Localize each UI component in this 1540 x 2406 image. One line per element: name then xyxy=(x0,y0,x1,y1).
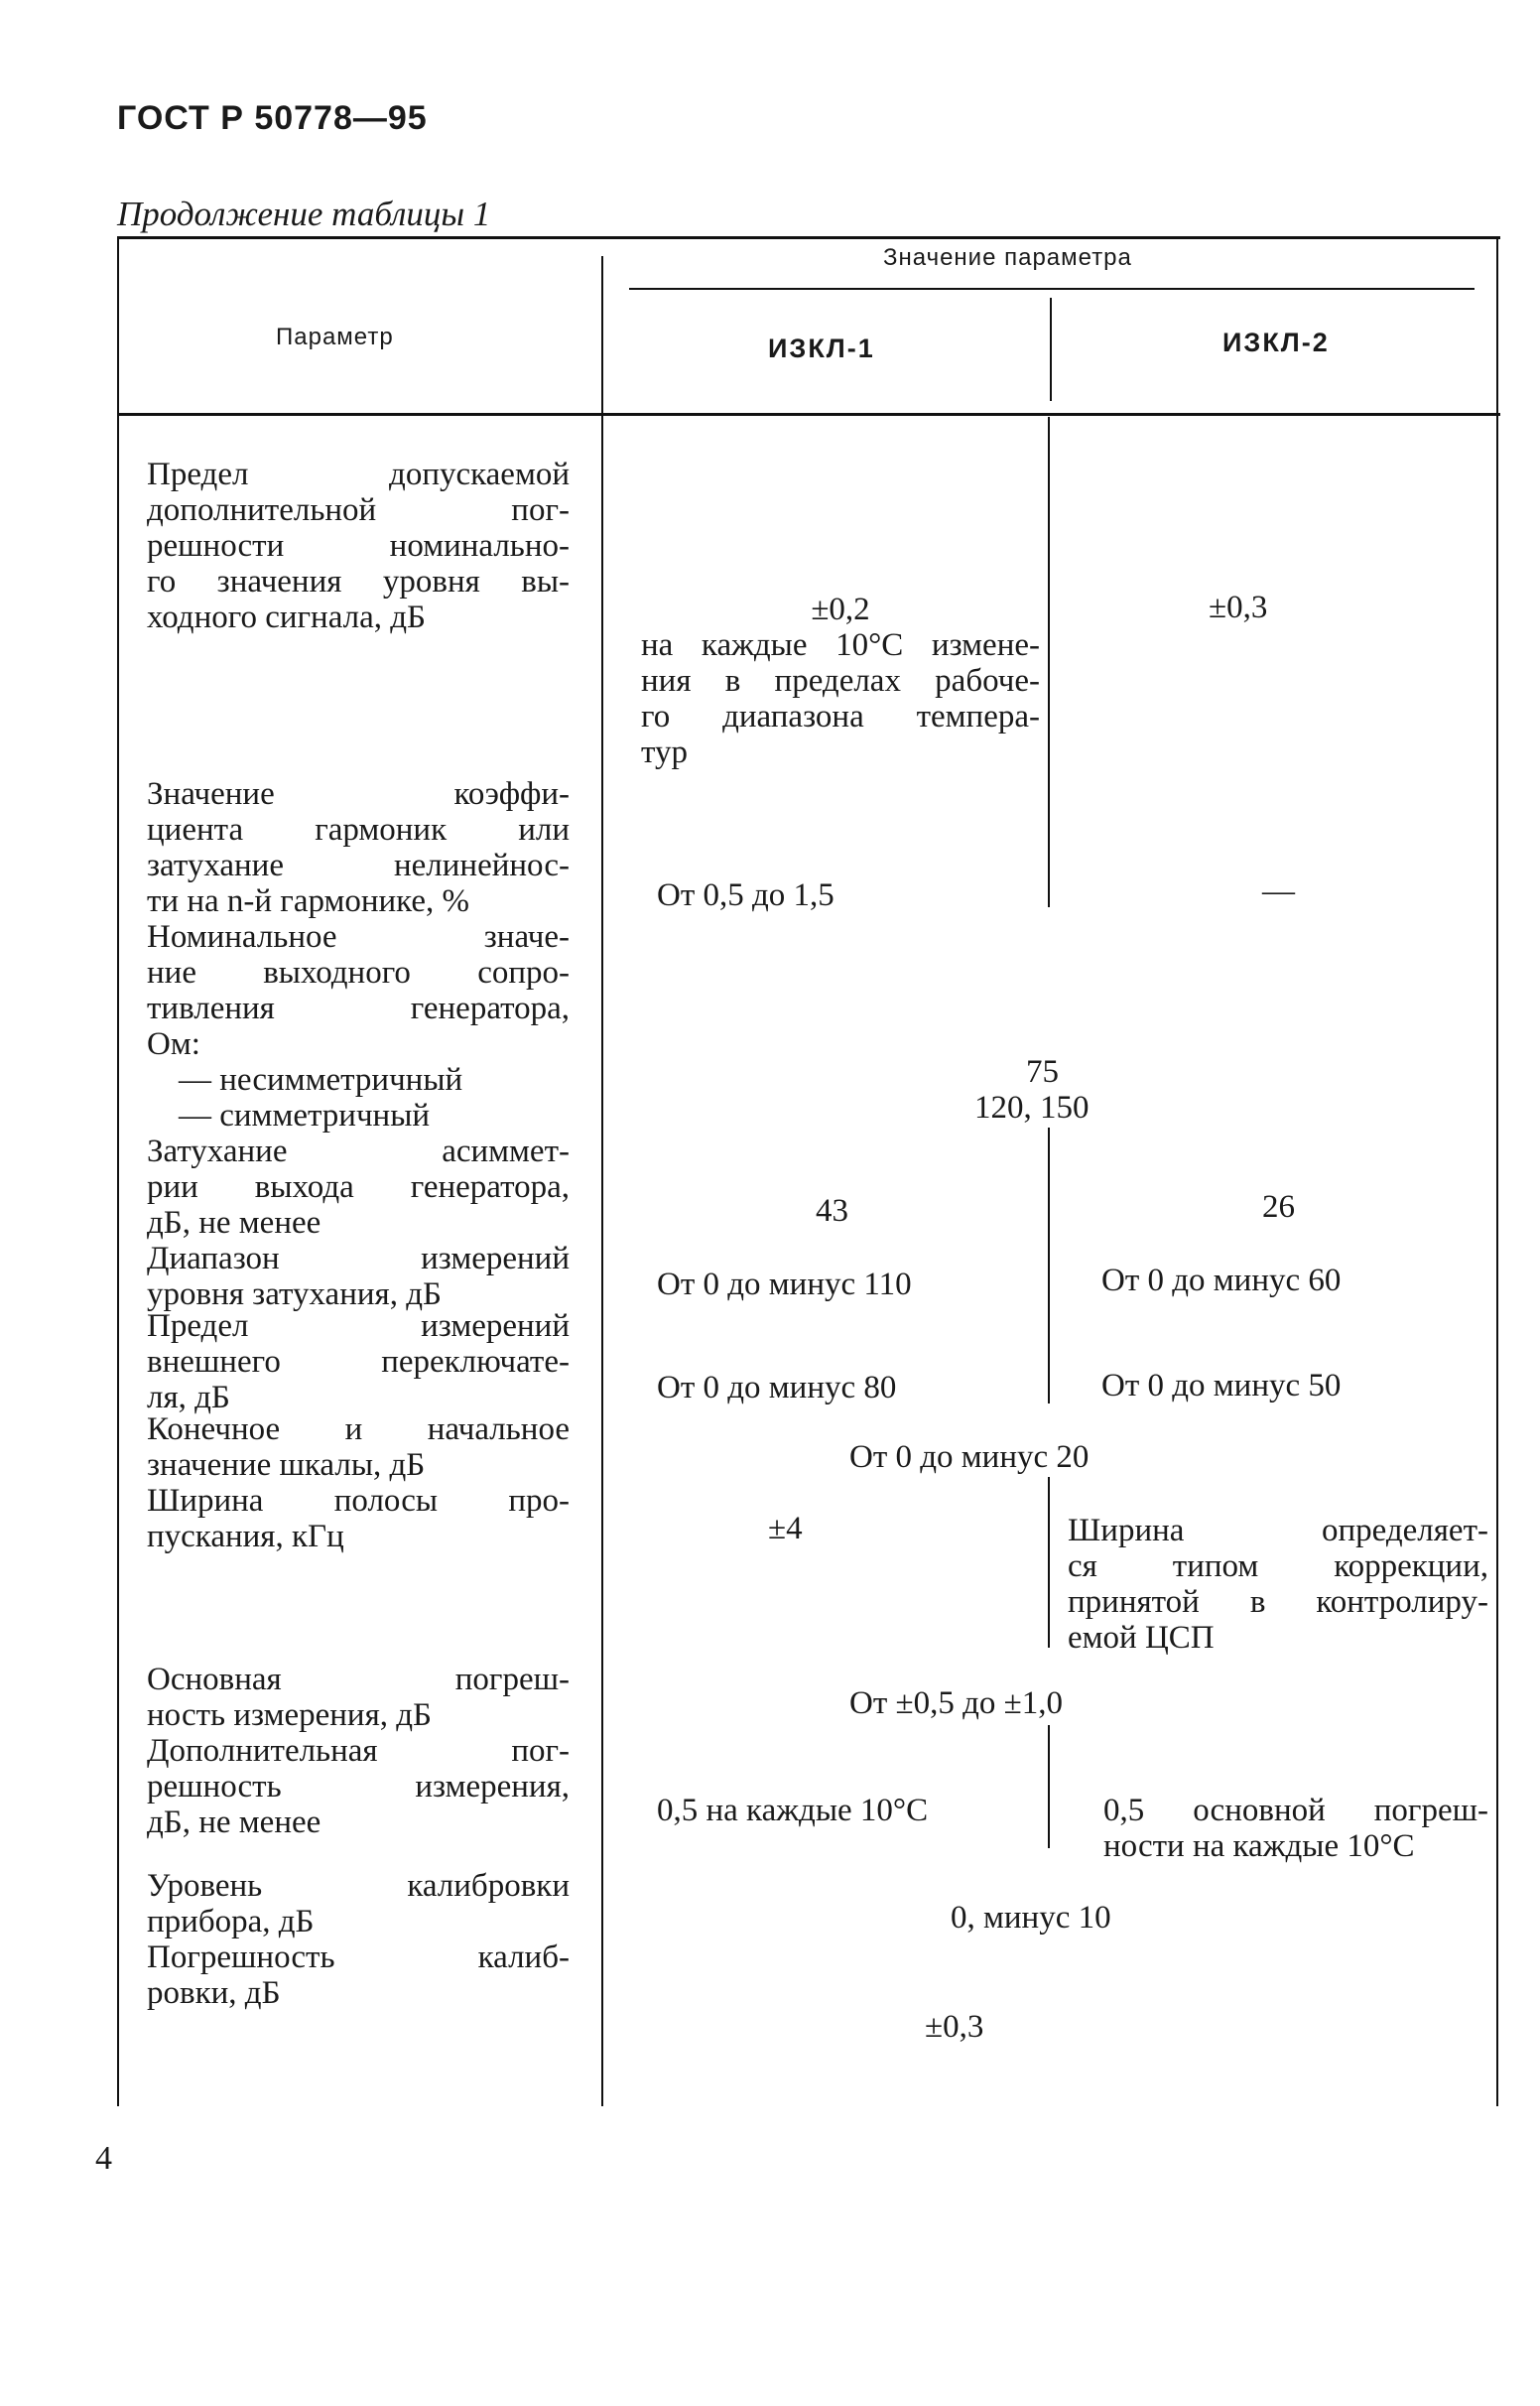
param-line: Предел измерений xyxy=(147,1308,570,1344)
value-line: ся типом коррекции, xyxy=(1068,1548,1488,1584)
row8-param xyxy=(147,1483,570,1554)
row2-col1-value: От 0,5 до 1,5 xyxy=(657,877,834,913)
param-line: дБ, не менее xyxy=(147,1804,321,1840)
param-line: Значение коэффи- xyxy=(147,776,570,812)
param-line: решность измерения, xyxy=(147,1769,570,1804)
row8-col2-value xyxy=(1068,1513,1488,1656)
value-line: тур xyxy=(641,735,688,770)
param-line: ля, дБ xyxy=(147,1380,230,1415)
row7-param xyxy=(147,1411,570,1483)
row5-col2-value: От 0 до минус 60 xyxy=(1101,1263,1342,1298)
table-top-rule xyxy=(117,236,1500,239)
param-line: Номинальное значе- xyxy=(147,919,570,955)
param-line: дБ, не менее xyxy=(147,1205,321,1241)
value-line: ±0,2 xyxy=(811,592,870,627)
row2-col2-value: — xyxy=(1262,873,1295,909)
row9-param xyxy=(147,1662,570,1733)
param-line: Затухание асиммет- xyxy=(147,1134,570,1169)
table-caption: Продолжение таблицы 1 xyxy=(117,195,491,233)
col2-header: ИЗКЛ-2 xyxy=(1222,328,1330,357)
param-line: Основная погреш- xyxy=(147,1662,570,1697)
page-number: 4 xyxy=(95,2140,112,2177)
row3-sub1: — несимметричный xyxy=(179,1062,463,1098)
row9-value: От ±0,5 до ±1,0 xyxy=(849,1685,1064,1721)
row1-param xyxy=(147,457,570,635)
document-code: ГОСТ Р 50778—95 xyxy=(117,99,428,137)
row6-param xyxy=(147,1308,570,1415)
row8-col1-value: ±4 xyxy=(768,1511,803,1546)
param-line: пускания, кГц xyxy=(147,1519,344,1554)
row11-param xyxy=(147,1868,570,1939)
row10-col2-value xyxy=(1103,1793,1488,1864)
value-line: на каждые 10°С измене- xyxy=(641,627,1040,663)
param-line: значение шкалы, дБ xyxy=(147,1447,426,1483)
col-divider-seg xyxy=(1048,1725,1050,1848)
col-divider-seg xyxy=(1048,1128,1050,1404)
value-line: ности на каждые 10°С xyxy=(1103,1828,1415,1864)
col1-header: ИЗКЛ-1 xyxy=(768,334,875,363)
table-right-border xyxy=(1496,236,1498,2106)
row12-value: ±0,3 xyxy=(925,2009,984,2045)
param-line: Уровень калибровки xyxy=(147,1868,570,1904)
param-line: Ширина полосы про- xyxy=(147,1483,570,1519)
param-line: решности номинально- xyxy=(147,528,570,564)
param-line: Диапазон измерений xyxy=(147,1241,570,1276)
table-left-border xyxy=(117,236,119,2106)
param-line: затухание нелинейнос- xyxy=(147,848,570,883)
param-column-divider xyxy=(601,256,603,2106)
value-line: емой ЦСП xyxy=(1068,1620,1215,1656)
row3-value-sub2: 120, 150 xyxy=(974,1090,1090,1126)
table-head-rule xyxy=(117,413,1500,416)
param-line: ность измерения, дБ xyxy=(147,1697,432,1733)
row1-col2-value: ±0,3 xyxy=(1209,590,1268,625)
param-line: тивления генератора, xyxy=(147,991,570,1026)
row3-param xyxy=(147,919,570,1062)
row4-param xyxy=(147,1134,570,1241)
row11-value: 0, минус 10 xyxy=(951,1900,1111,1936)
col-divider-seg xyxy=(1048,417,1050,907)
value-line: 0,5 основной погреш- xyxy=(1103,1793,1488,1828)
row10-param xyxy=(147,1733,570,1840)
head-col-divider xyxy=(1050,298,1052,401)
row4-col2-value: 26 xyxy=(1262,1189,1295,1225)
value-line: принятой в контролиру- xyxy=(1068,1584,1488,1620)
param-line: ходного сигнала, дБ xyxy=(147,600,426,635)
row2-param xyxy=(147,776,570,919)
param-line: Конечное и начальное xyxy=(147,1411,570,1447)
row6-col2-value: От 0 до минус 50 xyxy=(1101,1368,1342,1404)
param-line: ровки, дБ xyxy=(147,1975,281,2011)
row3-sub2: — симметричный xyxy=(179,1098,431,1134)
param-line: уровня затухания, дБ xyxy=(147,1276,442,1312)
value-line: го диапазона темпера- xyxy=(641,699,1040,735)
param-line: дополнительной пог- xyxy=(147,492,570,528)
row12-param xyxy=(147,1939,570,2011)
row1-col1-value xyxy=(641,592,1040,770)
col-divider-seg xyxy=(1048,1477,1050,1648)
value-line: ния в пределах рабоче- xyxy=(641,663,1040,699)
row4-col1-value: 43 xyxy=(816,1193,848,1229)
row10-col1-value: 0,5 на каждые 10°С xyxy=(657,1793,929,1828)
param-line: го значения уровня вы- xyxy=(147,564,570,600)
param-line: Предел допускаемой xyxy=(147,457,570,492)
row7-value: От 0 до минус 20 xyxy=(849,1439,1090,1475)
param-line: циента гармоник или xyxy=(147,812,570,848)
row5-col1-value: От 0 до минус 110 xyxy=(657,1267,912,1302)
value-group-label: Значение параметра xyxy=(883,244,1132,271)
param-column-header: Параметр xyxy=(276,324,394,350)
value-line: Ширина определяет- xyxy=(1068,1513,1488,1548)
param-line: Дополнительная пог- xyxy=(147,1733,570,1769)
value-group-rule xyxy=(629,288,1475,290)
param-line: ти на n-й гармонике, % xyxy=(147,883,470,919)
param-line: рии выхода генератора, xyxy=(147,1169,570,1205)
param-line: Ом: xyxy=(147,1026,200,1062)
param-line: Погрешность калиб- xyxy=(147,1939,570,1975)
row6-col1-value: От 0 до минус 80 xyxy=(657,1370,897,1405)
param-line: ние выходного сопро- xyxy=(147,955,570,991)
row5-param xyxy=(147,1241,570,1312)
param-line: внешнего переключате- xyxy=(147,1344,570,1380)
param-line: прибора, дБ xyxy=(147,1904,315,1939)
row3-value-sub1: 75 xyxy=(1026,1054,1059,1090)
